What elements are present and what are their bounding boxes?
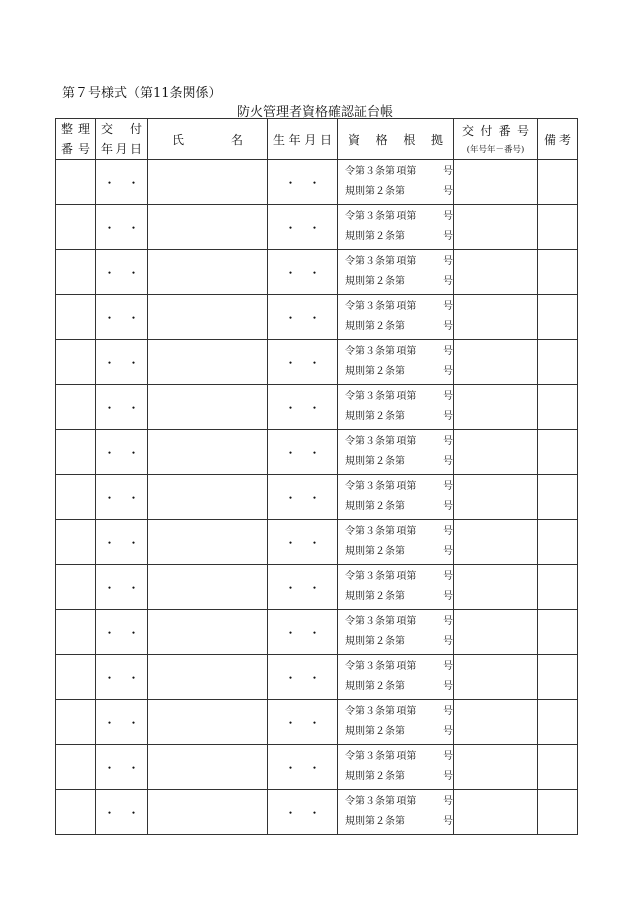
basis-line-rule: 規則第２条第 号 <box>345 591 453 602</box>
header-qualification-basis: 資格根拠 <box>338 119 454 160</box>
document-title: 防火管理者資格確認証台帳 <box>236 105 393 120</box>
cell-issue-number[interactable] <box>454 430 538 475</box>
cell-birth-date[interactable]: ・ ・ <box>268 250 338 295</box>
basis-line-order: 令第３条第 項第 号 <box>345 796 453 807</box>
basis-line-rule: 規則第２条第 号 <box>345 456 453 467</box>
cell-admin-number[interactable] <box>56 700 96 745</box>
cell-qualification-basis[interactable] <box>338 205 454 250</box>
table-row <box>56 205 578 250</box>
cell-admin-number[interactable] <box>56 565 96 610</box>
basis-line-order: 令第３条第 項第 号 <box>345 211 453 222</box>
cell-admin-number[interactable] <box>56 790 96 835</box>
cell-issue-number[interactable] <box>454 520 538 565</box>
cell-issue-date[interactable]: ・ ・ <box>96 700 148 745</box>
cell-name[interactable] <box>148 520 268 565</box>
basis-line-rule: 規則第２条第 号 <box>345 411 453 422</box>
cell-qualification-basis[interactable] <box>338 700 454 745</box>
cell-name[interactable] <box>148 790 268 835</box>
cell-qualification-basis[interactable] <box>338 385 454 430</box>
form-number-label: 第７号様式（第11条関係） <box>62 86 222 101</box>
cell-remarks[interactable] <box>538 700 578 745</box>
table-row <box>56 385 578 430</box>
cell-issue-number[interactable] <box>454 340 538 385</box>
table-row <box>56 160 578 205</box>
table-row <box>56 610 578 655</box>
cell-remarks[interactable] <box>538 160 578 205</box>
basis-line-order: 令第３条第 項第 号 <box>345 301 453 312</box>
header-name: 氏 名 <box>148 119 268 160</box>
cell-issue-number[interactable] <box>454 250 538 295</box>
cell-remarks[interactable] <box>538 385 578 430</box>
cell-issue-number[interactable] <box>454 790 538 835</box>
cell-name[interactable] <box>148 610 268 655</box>
table-row <box>56 430 578 475</box>
cell-issue-date[interactable]: ・ ・ <box>96 160 148 205</box>
cell-remarks[interactable] <box>538 610 578 655</box>
cell-birth-date[interactable]: ・ ・ <box>268 205 338 250</box>
basis-line-rule: 規則第２条第 号 <box>345 546 453 557</box>
basis-line-order: 令第３条第 項第 号 <box>345 571 453 582</box>
cell-remarks[interactable] <box>538 655 578 700</box>
cell-admin-number[interactable] <box>56 610 96 655</box>
cell-name[interactable] <box>148 565 268 610</box>
cell-birth-date[interactable]: ・ ・ <box>268 160 338 205</box>
cell-issue-date[interactable]: ・ ・ <box>96 745 148 790</box>
cell-birth-date[interactable]: ・ ・ <box>268 565 338 610</box>
basis-line-rule: 規則第２条第 号 <box>345 501 453 512</box>
cell-birth-date[interactable]: ・ ・ <box>268 745 338 790</box>
cell-name[interactable] <box>148 745 268 790</box>
cell-birth-date[interactable]: ・ ・ <box>268 475 338 520</box>
cell-remarks[interactable] <box>538 790 578 835</box>
cell-admin-number[interactable] <box>56 430 96 475</box>
cell-issue-date[interactable]: ・ ・ <box>96 250 148 295</box>
cell-remarks[interactable] <box>538 745 578 790</box>
cell-name[interactable] <box>148 655 268 700</box>
cell-admin-number[interactable] <box>56 520 96 565</box>
basis-line-order: 令第３条第 項第 号 <box>345 481 453 492</box>
cell-issue-number[interactable] <box>454 745 538 790</box>
basis-line-rule: 規則第２条第 号 <box>345 681 453 692</box>
cell-qualification-basis[interactable] <box>338 610 454 655</box>
cell-admin-number[interactable] <box>56 655 96 700</box>
cell-remarks[interactable] <box>538 430 578 475</box>
cell-issue-number[interactable] <box>454 385 538 430</box>
cell-birth-date[interactable]: ・ ・ <box>268 430 338 475</box>
cell-birth-date[interactable]: ・ ・ <box>268 295 338 340</box>
table-row <box>56 475 578 520</box>
header-issue-number: 交付番号 (年号年－番号) <box>454 119 538 160</box>
basis-line-order: 令第３条第 項第 号 <box>345 166 453 177</box>
cell-remarks[interactable] <box>538 475 578 520</box>
cell-qualification-basis[interactable] <box>338 340 454 385</box>
table-row <box>56 745 578 790</box>
cell-issue-number[interactable] <box>454 655 538 700</box>
basis-line-order: 令第３条第 項第 号 <box>345 346 453 357</box>
cell-qualification-basis[interactable] <box>338 565 454 610</box>
basis-line-rule: 規則第２条第 号 <box>345 366 453 377</box>
table-row <box>56 340 578 385</box>
cell-issue-date[interactable]: ・ ・ <box>96 430 148 475</box>
basis-line-order: 令第３条第 項第 号 <box>345 706 453 717</box>
cell-issue-number[interactable] <box>454 295 538 340</box>
cell-issue-date[interactable]: ・ ・ <box>96 565 148 610</box>
header-row <box>56 119 578 160</box>
cell-issue-number[interactable] <box>454 205 538 250</box>
cell-qualification-basis[interactable] <box>338 295 454 340</box>
basis-line-rule: 規則第２条第 号 <box>345 636 453 647</box>
cell-issue-date[interactable]: ・ ・ <box>96 520 148 565</box>
cell-qualification-basis[interactable] <box>338 790 454 835</box>
basis-line-order: 令第３条第 項第 号 <box>345 661 453 672</box>
cell-admin-number[interactable] <box>56 340 96 385</box>
cell-qualification-basis[interactable] <box>338 475 454 520</box>
header-remarks: 備考 <box>538 119 578 160</box>
basis-line-rule: 規則第２条第 号 <box>345 186 453 197</box>
table-row <box>56 700 578 745</box>
cell-issue-date[interactable]: ・ ・ <box>96 790 148 835</box>
cell-qualification-basis[interactable] <box>338 745 454 790</box>
cell-remarks[interactable] <box>538 250 578 295</box>
cell-qualification-basis[interactable] <box>338 655 454 700</box>
cell-issue-number[interactable] <box>454 700 538 745</box>
basis-line-rule: 規則第２条第 号 <box>345 771 453 782</box>
cell-remarks[interactable] <box>538 565 578 610</box>
cell-qualification-basis[interactable] <box>338 250 454 295</box>
table-row <box>56 295 578 340</box>
table-row <box>56 520 578 565</box>
cell-name[interactable] <box>148 205 268 250</box>
cell-name[interactable] <box>148 385 268 430</box>
cell-issue-date[interactable]: ・ ・ <box>96 655 148 700</box>
ledger-table <box>55 118 578 835</box>
basis-line-order: 令第３条第 項第 号 <box>345 616 453 627</box>
cell-issue-number[interactable] <box>454 160 538 205</box>
cell-qualification-basis[interactable] <box>338 520 454 565</box>
cell-name[interactable] <box>148 295 268 340</box>
cell-name[interactable] <box>148 700 268 745</box>
cell-issue-date[interactable]: ・ ・ <box>96 340 148 385</box>
cell-birth-date[interactable]: ・ ・ <box>268 385 338 430</box>
table-row <box>56 790 578 835</box>
cell-issue-number[interactable] <box>454 475 538 520</box>
basis-line-order: 令第３条第 項第 号 <box>345 751 453 762</box>
cell-name[interactable] <box>148 430 268 475</box>
cell-admin-number[interactable] <box>56 205 96 250</box>
cell-remarks[interactable] <box>538 205 578 250</box>
cell-admin-number[interactable] <box>56 250 96 295</box>
basis-line-rule: 規則第２条第 号 <box>345 276 453 287</box>
cell-name[interactable] <box>148 250 268 295</box>
cell-qualification-basis[interactable] <box>338 160 454 205</box>
cell-qualification-basis[interactable] <box>338 430 454 475</box>
cell-issue-date[interactable]: ・ ・ <box>96 610 148 655</box>
cell-birth-date[interactable]: ・ ・ <box>268 700 338 745</box>
basis-line-order: 令第３条第 項第 号 <box>345 391 453 402</box>
cell-issue-number[interactable] <box>454 565 538 610</box>
cell-birth-date[interactable]: ・ ・ <box>268 655 338 700</box>
table-row <box>56 655 578 700</box>
basis-line-rule: 規則第２条第 号 <box>345 231 453 242</box>
cell-remarks[interactable] <box>538 295 578 340</box>
cell-admin-number[interactable] <box>56 160 96 205</box>
basis-line-rule: 規則第２条第 号 <box>345 321 453 332</box>
cell-admin-number[interactable] <box>56 385 96 430</box>
cell-remarks[interactable] <box>538 340 578 385</box>
cell-name[interactable] <box>148 340 268 385</box>
table-row <box>56 250 578 295</box>
cell-birth-date[interactable]: ・ ・ <box>268 340 338 385</box>
cell-remarks[interactable] <box>538 520 578 565</box>
cell-admin-number[interactable] <box>56 475 96 520</box>
header-issue-date: 交 付 年月日 <box>96 119 148 160</box>
cell-birth-date[interactable]: ・ ・ <box>268 790 338 835</box>
cell-issue-date[interactable]: ・ ・ <box>96 295 148 340</box>
cell-birth-date[interactable]: ・ ・ <box>268 610 338 655</box>
cell-birth-date[interactable]: ・ ・ <box>268 520 338 565</box>
basis-line-order: 令第３条第 項第 号 <box>345 526 453 537</box>
cell-admin-number[interactable] <box>56 295 96 340</box>
cell-issue-date[interactable]: ・ ・ <box>96 475 148 520</box>
table-row <box>56 565 578 610</box>
cell-issue-date[interactable]: ・ ・ <box>96 205 148 250</box>
header-birth-date: 生年月日 <box>268 119 338 160</box>
cell-name[interactable] <box>148 160 268 205</box>
cell-issue-date[interactable]: ・ ・ <box>96 385 148 430</box>
basis-line-order: 令第３条第 項第 号 <box>345 436 453 447</box>
basis-line-order: 令第３条第 項第 号 <box>345 256 453 267</box>
basis-line-rule: 規則第２条第 号 <box>345 726 453 737</box>
cell-name[interactable] <box>148 475 268 520</box>
basis-line-rule: 規則第２条第 号 <box>345 816 453 827</box>
header-admin-number: 整理 番号 <box>56 119 96 160</box>
cell-admin-number[interactable] <box>56 745 96 790</box>
cell-issue-number[interactable] <box>454 610 538 655</box>
